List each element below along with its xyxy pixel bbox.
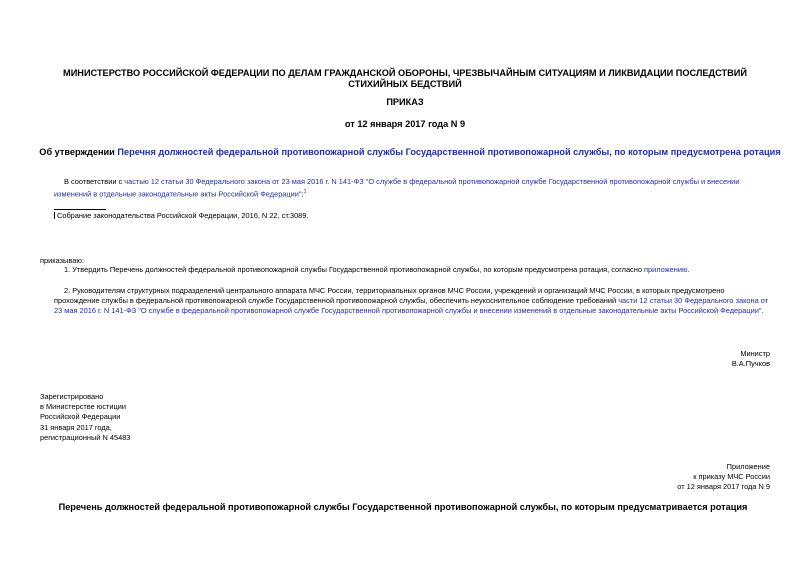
doc-title-link[interactable]: Перечня должностей федеральной противопожарной службы Государственной противопожарной службы, по которым предусмотрена ротация xyxy=(117,147,781,157)
footnote-marker xyxy=(54,212,55,219)
registration-line-3: Российской Федерации xyxy=(40,412,121,422)
footnote xyxy=(54,211,754,221)
doc-title xyxy=(30,147,790,158)
item-1-end: . xyxy=(687,265,690,274)
item-1-text: 1. Утвердить Перечень должностей федеральной противопожарной службы Государственной противопожарной службы, по которым предусмотрена ротация, согласно xyxy=(64,265,645,274)
registration-line-4: 31 января 2017 года, xyxy=(40,422,112,432)
registration-line-2: в Министерстве юстиции xyxy=(40,402,127,412)
preamble-end: : xyxy=(301,189,304,199)
registration-block xyxy=(40,392,240,443)
doc-title-prefix: Об утверждении xyxy=(39,147,118,157)
doc-type-heading: ПРИКАЗ xyxy=(386,97,424,107)
preamble-law-link[interactable]: частью 12 статьи 30 Федерального закона от 23 мая 2016 г. N 141-ФЗ "О службе в федеральной противопожарной службе Государственной противопожарной службы и внесении изменений в отдельные законодательные акты Российской Федерации" xyxy=(54,177,740,199)
signature-name: В.А.Пучков xyxy=(731,359,770,368)
order-word: приказываю: xyxy=(40,256,84,265)
signature-position: Министр xyxy=(740,349,770,358)
appendix-ref: к приказу МЧС России xyxy=(693,472,770,482)
registration-line-5: регистрационный N 45483 xyxy=(40,432,131,442)
footnote-ref-link[interactable]: 1 xyxy=(303,189,307,196)
footnote-divider xyxy=(54,209,106,210)
preamble-text: В соответствии с xyxy=(64,177,125,186)
appendix-label: Приложение xyxy=(726,462,770,471)
item-2 xyxy=(54,286,770,317)
doc-date-number: от 12 января 2017 года N 9 xyxy=(344,119,466,129)
appendix-date: от 12 января 2017 года N 9 xyxy=(677,482,770,492)
footnote-text: Собрание законодательства Российской Федерации, 2016, N 22, ст.3089. xyxy=(57,211,309,220)
preamble-paragraph xyxy=(54,177,770,200)
item-2-text: 2. Руководителям структурных подразделений центрального аппарата МЧС России, территориальных органов МЧС России, учреждений и организаций МЧС России, в которых предусмотрено прохождение службы в федеральной противопожарной службе Государственной противопожарной службы, обеспечить неукоснительное соблюдение требований xyxy=(54,286,725,306)
registration-line-1: Зарегистрировано xyxy=(40,392,104,401)
appendix-header xyxy=(540,462,770,493)
item-2-end: . xyxy=(761,306,764,316)
item-1 xyxy=(54,265,770,275)
item-2-law-link[interactable]: части 12 статьи 30 Федерального закона от 23 мая 2016 г. N 141-ФЗ "О службе в федеральной противопожарной службе Государственной противопожарной службы и внесении изменений в отдельные законодательные акты Российской Федерации" xyxy=(54,296,769,316)
appendix-link[interactable]: приложению xyxy=(644,265,688,274)
appendix-title: Перечень должностей федеральной противопожарной службы Государственной противопожарной службы, по которым предусматривается ротация xyxy=(58,502,748,512)
ministry-heading: МИНИСТЕРСТВО РОССИЙСКОЙ ФЕДЕРАЦИИ ПО ДЕЛАМ ГРАЖДАНСКОЙ ОБОРОНЫ, ЧРЕЗВЫЧАЙНЫМ СИТУАЦИЯМ И ЛИКВИДАЦИИ ПОСЛЕДСТВИЙ СТИХИЙНЫХ БЕДСТВИЙ xyxy=(63,68,747,89)
